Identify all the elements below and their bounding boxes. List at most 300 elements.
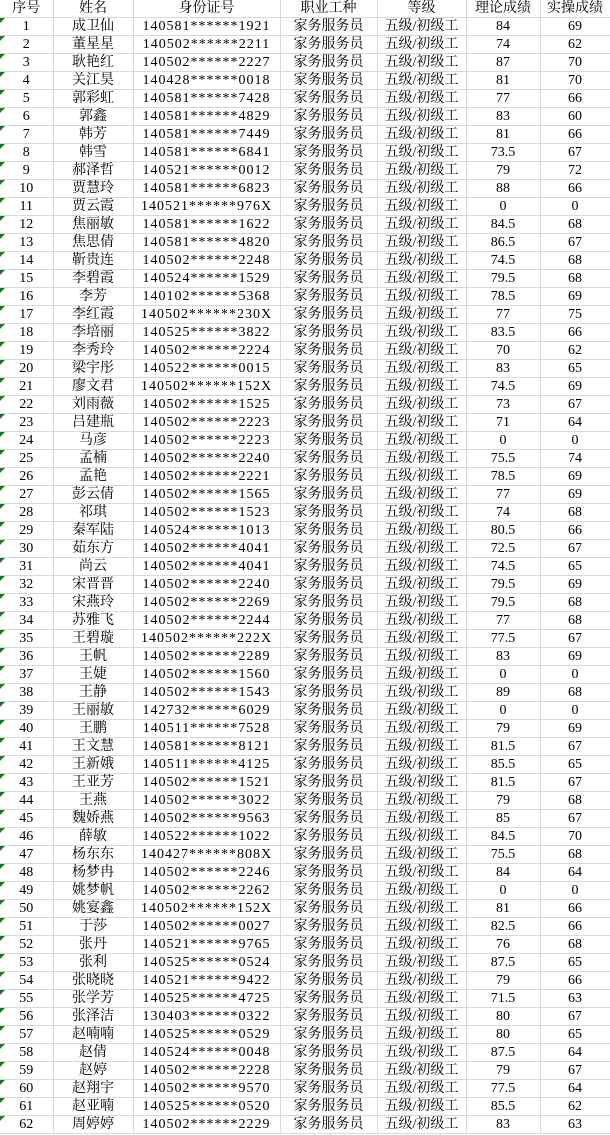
cell-id[interactable]: 140581******6841: [133, 144, 280, 162]
cell-occupation[interactable]: 家务服务员: [280, 990, 377, 1008]
cell-name[interactable]: 茹东方: [53, 540, 133, 558]
cell-theory[interactable]: 77: [466, 486, 540, 504]
cell-theory[interactable]: 74: [466, 36, 540, 54]
cell-name[interactable]: 李碧霞: [53, 270, 133, 288]
cell-grade[interactable]: 五级/初级工: [377, 864, 466, 882]
cell-seq[interactable]: 37: [0, 666, 53, 684]
cell-occupation[interactable]: 家务服务员: [280, 360, 377, 378]
cell-occupation[interactable]: 家务服务员: [280, 594, 377, 612]
cell-name[interactable]: 张学芳: [53, 990, 133, 1008]
cell-occupation[interactable]: 家务服务员: [280, 36, 377, 54]
cell-practical[interactable]: 69: [540, 288, 610, 306]
cell-id[interactable]: 140502******2224: [133, 342, 280, 360]
cell-id[interactable]: 140581******4829: [133, 108, 280, 126]
cell-seq[interactable]: 2: [0, 36, 53, 54]
cell-name[interactable]: 张晓晓: [53, 972, 133, 990]
cell-occupation[interactable]: 家务服务员: [280, 1062, 377, 1080]
cell-grade[interactable]: 五级/初级工: [377, 180, 466, 198]
cell-theory[interactable]: 77.5: [466, 630, 540, 648]
cell-practical[interactable]: 69: [540, 378, 610, 396]
cell-practical[interactable]: 0: [540, 702, 610, 720]
cell-theory[interactable]: 79: [466, 972, 540, 990]
cell-occupation[interactable]: 家务服务员: [280, 720, 377, 738]
cell-practical[interactable]: 68: [540, 846, 610, 864]
cell-practical[interactable]: 67: [540, 1062, 610, 1080]
cell-grade[interactable]: 五级/初级工: [377, 468, 466, 486]
cell-grade[interactable]: 五级/初级工: [377, 1026, 466, 1044]
cell-theory[interactable]: 73.5: [466, 144, 540, 162]
cell-name[interactable]: 刘雨薇: [53, 396, 133, 414]
cell-grade[interactable]: 五级/初级工: [377, 936, 466, 954]
cell-theory[interactable]: 78.5: [466, 288, 540, 306]
cell-occupation[interactable]: 家务服务员: [280, 306, 377, 324]
cell-occupation[interactable]: 家务服务员: [280, 450, 377, 468]
cell-seq[interactable]: 6: [0, 108, 53, 126]
cell-theory[interactable]: 84: [466, 18, 540, 36]
cell-name[interactable]: 杨梦冉: [53, 864, 133, 882]
cell-id[interactable]: 140511******7528: [133, 720, 280, 738]
cell-seq[interactable]: 24: [0, 432, 53, 450]
cell-name[interactable]: 郭鑫: [53, 108, 133, 126]
cell-name[interactable]: 王婕: [53, 666, 133, 684]
cell-occupation[interactable]: 家务服务员: [280, 126, 377, 144]
cell-grade[interactable]: 五级/初级工: [377, 756, 466, 774]
cell-practical[interactable]: 65: [540, 360, 610, 378]
cell-seq[interactable]: 49: [0, 882, 53, 900]
cell-practical[interactable]: 0: [540, 432, 610, 450]
cell-practical[interactable]: 0: [540, 882, 610, 900]
cell-name[interactable]: 张丹: [53, 936, 133, 954]
cell-practical[interactable]: 67: [540, 774, 610, 792]
cell-name[interactable]: 赵翔宇: [53, 1080, 133, 1098]
cell-practical[interactable]: 67: [540, 540, 610, 558]
cell-seq[interactable]: 26: [0, 468, 53, 486]
cell-seq[interactable]: 41: [0, 738, 53, 756]
cell-id[interactable]: 140502******152X: [133, 378, 280, 396]
cell-theory[interactable]: 81.5: [466, 774, 540, 792]
cell-grade[interactable]: 五级/初级工: [377, 684, 466, 702]
cell-seq[interactable]: 27: [0, 486, 53, 504]
cell-name[interactable]: 王文慧: [53, 738, 133, 756]
cell-practical[interactable]: 66: [540, 972, 610, 990]
cell-occupation[interactable]: 家务服务员: [280, 828, 377, 846]
cell-name[interactable]: 赵婷: [53, 1062, 133, 1080]
cell-grade[interactable]: 五级/初级工: [377, 432, 466, 450]
cell-practical[interactable]: 69: [540, 486, 610, 504]
cell-grade[interactable]: 五级/初级工: [377, 774, 466, 792]
cell-theory[interactable]: 71: [466, 414, 540, 432]
cell-id[interactable]: 140581******4820: [133, 234, 280, 252]
cell-occupation[interactable]: 家务服务员: [280, 342, 377, 360]
cell-id[interactable]: 140581******7449: [133, 126, 280, 144]
cell-theory[interactable]: 85: [466, 810, 540, 828]
cell-practical[interactable]: 68: [540, 612, 610, 630]
cell-theory[interactable]: 0: [466, 198, 540, 216]
cell-id[interactable]: 140502******1521: [133, 774, 280, 792]
cell-practical[interactable]: 67: [540, 738, 610, 756]
cell-seq[interactable]: 31: [0, 558, 53, 576]
cell-seq[interactable]: 29: [0, 522, 53, 540]
cell-theory[interactable]: 85.5: [466, 1098, 540, 1116]
cell-practical[interactable]: 65: [540, 756, 610, 774]
cell-name[interactable]: 姚宴鑫: [53, 900, 133, 918]
cell-occupation[interactable]: 家务服务员: [280, 324, 377, 342]
cell-seq[interactable]: 50: [0, 900, 53, 918]
cell-id[interactable]: 140525******0529: [133, 1026, 280, 1044]
cell-occupation[interactable]: 家务服务员: [280, 1080, 377, 1098]
cell-grade[interactable]: 五级/初级工: [377, 450, 466, 468]
cell-theory[interactable]: 89: [466, 684, 540, 702]
cell-theory[interactable]: 79: [466, 792, 540, 810]
cell-seq[interactable]: 12: [0, 216, 53, 234]
cell-occupation[interactable]: 家务服务员: [280, 378, 377, 396]
cell-id[interactable]: 140502******230X: [133, 306, 280, 324]
cell-practical[interactable]: 68: [540, 270, 610, 288]
cell-grade[interactable]: 五级/初级工: [377, 792, 466, 810]
cell-name[interactable]: 梁宇彤: [53, 360, 133, 378]
cell-occupation[interactable]: 家务服务员: [280, 54, 377, 72]
cell-occupation[interactable]: 家务服务员: [280, 414, 377, 432]
cell-practical[interactable]: 65: [540, 558, 610, 576]
cell-grade[interactable]: 五级/初级工: [377, 990, 466, 1008]
cell-name[interactable]: 董星星: [53, 36, 133, 54]
cell-id[interactable]: 140522******1022: [133, 828, 280, 846]
cell-name[interactable]: 李秀玲: [53, 342, 133, 360]
cell-occupation[interactable]: 家务服务员: [280, 288, 377, 306]
cell-name[interactable]: 李培丽: [53, 324, 133, 342]
cell-id[interactable]: 140502******2223: [133, 432, 280, 450]
cell-name[interactable]: 魏娇燕: [53, 810, 133, 828]
cell-practical[interactable]: 66: [540, 900, 610, 918]
cell-theory[interactable]: 76: [466, 936, 540, 954]
cell-grade[interactable]: 五级/初级工: [377, 810, 466, 828]
cell-practical[interactable]: 68: [540, 216, 610, 234]
cell-practical[interactable]: 62: [540, 36, 610, 54]
cell-occupation[interactable]: 家务服务员: [280, 216, 377, 234]
cell-theory[interactable]: 71.5: [466, 990, 540, 1008]
cell-name[interactable]: 姚梦帆: [53, 882, 133, 900]
cell-id[interactable]: 140502******2240: [133, 450, 280, 468]
cell-seq[interactable]: 28: [0, 504, 53, 522]
cell-id[interactable]: 140502******2221: [133, 468, 280, 486]
cell-id[interactable]: 140511******4125: [133, 756, 280, 774]
cell-id[interactable]: 140522******0015: [133, 360, 280, 378]
cell-grade[interactable]: 五级/初级工: [377, 1044, 466, 1062]
cell-occupation[interactable]: 家务服务员: [280, 936, 377, 954]
cell-practical[interactable]: 68: [540, 504, 610, 522]
cell-name[interactable]: 宋燕玲: [53, 594, 133, 612]
cell-theory[interactable]: 77: [466, 612, 540, 630]
cell-grade[interactable]: 五级/初级工: [377, 900, 466, 918]
cell-name[interactable]: 耿艳红: [53, 54, 133, 72]
cell-seq[interactable]: 46: [0, 828, 53, 846]
cell-id[interactable]: 140102******5368: [133, 288, 280, 306]
cell-grade[interactable]: 五级/初级工: [377, 1098, 466, 1116]
cell-seq[interactable]: 52: [0, 936, 53, 954]
cell-practical[interactable]: 66: [540, 324, 610, 342]
cell-name[interactable]: 马彦: [53, 432, 133, 450]
cell-seq[interactable]: 40: [0, 720, 53, 738]
cell-name[interactable]: 赵喃喃: [53, 1026, 133, 1044]
cell-seq[interactable]: 59: [0, 1062, 53, 1080]
cell-grade[interactable]: 五级/初级工: [377, 144, 466, 162]
cell-seq[interactable]: 9: [0, 162, 53, 180]
cell-occupation[interactable]: 家务服务员: [280, 702, 377, 720]
cell-name[interactable]: 郝泽哲: [53, 162, 133, 180]
cell-grade[interactable]: 五级/初级工: [377, 486, 466, 504]
cell-name[interactable]: 王亚芳: [53, 774, 133, 792]
cell-id[interactable]: 140502******2229: [133, 1116, 280, 1134]
cell-practical[interactable]: 68: [540, 684, 610, 702]
cell-seq[interactable]: 36: [0, 648, 53, 666]
cell-practical[interactable]: 72: [540, 162, 610, 180]
cell-name[interactable]: 苏雅飞: [53, 612, 133, 630]
cell-theory[interactable]: 84.5: [466, 216, 540, 234]
cell-practical[interactable]: 69: [540, 648, 610, 666]
cell-id[interactable]: 140502******2228: [133, 1062, 280, 1080]
cell-name[interactable]: 秦军陆: [53, 522, 133, 540]
cell-theory[interactable]: 0: [466, 702, 540, 720]
cell-id[interactable]: 140521******9765: [133, 936, 280, 954]
cell-theory[interactable]: 74.5: [466, 378, 540, 396]
cell-theory[interactable]: 86.5: [466, 234, 540, 252]
cell-name[interactable]: 王碧璇: [53, 630, 133, 648]
cell-practical[interactable]: 63: [540, 990, 610, 1008]
cell-seq[interactable]: 1: [0, 18, 53, 36]
cell-name[interactable]: 于莎: [53, 918, 133, 936]
cell-id[interactable]: 140502******2244: [133, 612, 280, 630]
cell-id[interactable]: 140502******3022: [133, 792, 280, 810]
cell-grade[interactable]: 五级/初级工: [377, 396, 466, 414]
cell-practical[interactable]: 68: [540, 936, 610, 954]
cell-grade[interactable]: 五级/初级工: [377, 630, 466, 648]
cell-id[interactable]: 140502******1560: [133, 666, 280, 684]
cell-practical[interactable]: 66: [540, 918, 610, 936]
cell-practical[interactable]: 67: [540, 396, 610, 414]
cell-name[interactable]: 李芳: [53, 288, 133, 306]
cell-practical[interactable]: 75: [540, 306, 610, 324]
cell-seq[interactable]: 30: [0, 540, 53, 558]
cell-theory[interactable]: 84: [466, 864, 540, 882]
cell-name[interactable]: 孟艳: [53, 468, 133, 486]
cell-practical[interactable]: 68: [540, 252, 610, 270]
cell-name[interactable]: 周婷婷: [53, 1116, 133, 1134]
cell-name[interactable]: 王新娥: [53, 756, 133, 774]
cell-practical[interactable]: 62: [540, 1098, 610, 1116]
cell-grade[interactable]: 五级/初级工: [377, 126, 466, 144]
cell-name[interactable]: 焦丽敏: [53, 216, 133, 234]
cell-seq[interactable]: 42: [0, 756, 53, 774]
cell-theory[interactable]: 79: [466, 1062, 540, 1080]
cell-theory[interactable]: 74.5: [466, 558, 540, 576]
cell-occupation[interactable]: 家务服务员: [280, 918, 377, 936]
cell-seq[interactable]: 32: [0, 576, 53, 594]
cell-name[interactable]: 韩雪: [53, 144, 133, 162]
cell-name[interactable]: 宋晋晋: [53, 576, 133, 594]
cell-theory[interactable]: 83: [466, 360, 540, 378]
cell-practical[interactable]: 66: [540, 126, 610, 144]
cell-practical[interactable]: 64: [540, 1080, 610, 1098]
cell-theory[interactable]: 70: [466, 342, 540, 360]
cell-theory[interactable]: 81: [466, 126, 540, 144]
cell-id[interactable]: 140502******2248: [133, 252, 280, 270]
cell-practical[interactable]: 67: [540, 630, 610, 648]
cell-seq[interactable]: 25: [0, 450, 53, 468]
cell-theory[interactable]: 79: [466, 162, 540, 180]
cell-occupation[interactable]: 家务服务员: [280, 576, 377, 594]
cell-theory[interactable]: 87.5: [466, 1044, 540, 1062]
cell-practical[interactable]: 68: [540, 792, 610, 810]
cell-occupation[interactable]: 家务服务员: [280, 72, 377, 90]
cell-id[interactable]: 140524******0048: [133, 1044, 280, 1062]
cell-occupation[interactable]: 家务服务员: [280, 1044, 377, 1062]
cell-occupation[interactable]: 家务服务员: [280, 666, 377, 684]
cell-id[interactable]: 140502******2227: [133, 54, 280, 72]
cell-id[interactable]: 140502******2223: [133, 414, 280, 432]
header-theory[interactable]: 理论成绩: [466, 0, 540, 18]
cell-id[interactable]: 140521******9422: [133, 972, 280, 990]
cell-id[interactable]: 140502******2269: [133, 594, 280, 612]
cell-grade[interactable]: 五级/初级工: [377, 720, 466, 738]
cell-grade[interactable]: 五级/初级工: [377, 162, 466, 180]
cell-id[interactable]: 140525******3822: [133, 324, 280, 342]
cell-theory[interactable]: 79.5: [466, 576, 540, 594]
cell-occupation[interactable]: 家务服务员: [280, 738, 377, 756]
cell-name[interactable]: 张利: [53, 954, 133, 972]
cell-seq[interactable]: 21: [0, 378, 53, 396]
cell-seq[interactable]: 7: [0, 126, 53, 144]
cell-grade[interactable]: 五级/初级工: [377, 324, 466, 342]
cell-practical[interactable]: 67: [540, 1008, 610, 1026]
cell-theory[interactable]: 0: [466, 666, 540, 684]
cell-occupation[interactable]: 家务服务员: [280, 504, 377, 522]
cell-id[interactable]: 140581******7428: [133, 90, 280, 108]
cell-theory[interactable]: 0: [466, 882, 540, 900]
cell-name[interactable]: 王燕: [53, 792, 133, 810]
cell-grade[interactable]: 五级/初级工: [377, 846, 466, 864]
cell-theory[interactable]: 0: [466, 432, 540, 450]
cell-seq[interactable]: 11: [0, 198, 53, 216]
cell-occupation[interactable]: 家务服务员: [280, 1098, 377, 1116]
cell-practical[interactable]: 62: [540, 342, 610, 360]
cell-name[interactable]: 杨东东: [53, 846, 133, 864]
cell-grade[interactable]: 五级/初级工: [377, 288, 466, 306]
cell-grade[interactable]: 五级/初级工: [377, 414, 466, 432]
cell-id[interactable]: 140502******9563: [133, 810, 280, 828]
cell-occupation[interactable]: 家务服务员: [280, 432, 377, 450]
cell-occupation[interactable]: 家务服务员: [280, 180, 377, 198]
cell-practical[interactable]: 63: [540, 1116, 610, 1134]
cell-practical[interactable]: 67: [540, 234, 610, 252]
cell-name[interactable]: 靳贵连: [53, 252, 133, 270]
cell-occupation[interactable]: 家务服务员: [280, 162, 377, 180]
cell-seq[interactable]: 38: [0, 684, 53, 702]
cell-grade[interactable]: 五级/初级工: [377, 1008, 466, 1026]
cell-occupation[interactable]: 家务服务员: [280, 630, 377, 648]
cell-name[interactable]: 赵倩: [53, 1044, 133, 1062]
cell-occupation[interactable]: 家务服务员: [280, 774, 377, 792]
cell-occupation[interactable]: 家务服务员: [280, 756, 377, 774]
cell-name[interactable]: 郭彩虹: [53, 90, 133, 108]
cell-id[interactable]: 140502******1523: [133, 504, 280, 522]
cell-practical[interactable]: 68: [540, 594, 610, 612]
cell-theory[interactable]: 83.5: [466, 324, 540, 342]
cell-name[interactable]: 王丽敏: [53, 702, 133, 720]
cell-theory[interactable]: 80: [466, 1026, 540, 1044]
cell-grade[interactable]: 五级/初级工: [377, 702, 466, 720]
cell-grade[interactable]: 五级/初级工: [377, 306, 466, 324]
cell-practical[interactable]: 69: [540, 720, 610, 738]
cell-theory[interactable]: 79.5: [466, 594, 540, 612]
cell-id[interactable]: 140502******2240: [133, 576, 280, 594]
cell-id[interactable]: 140581******1921: [133, 18, 280, 36]
cell-seq[interactable]: 8: [0, 144, 53, 162]
cell-practical[interactable]: 69: [540, 18, 610, 36]
cell-seq[interactable]: 60: [0, 1080, 53, 1098]
cell-name[interactable]: 张泽洁: [53, 1008, 133, 1026]
header-seq[interactable]: 序号: [0, 0, 53, 18]
cell-theory[interactable]: 81.5: [466, 738, 540, 756]
cell-practical[interactable]: 65: [540, 1026, 610, 1044]
cell-theory[interactable]: 77: [466, 306, 540, 324]
cell-grade[interactable]: 五级/初级工: [377, 252, 466, 270]
cell-occupation[interactable]: 家务服务员: [280, 1116, 377, 1134]
cell-occupation[interactable]: 家务服务员: [280, 954, 377, 972]
cell-seq[interactable]: 22: [0, 396, 53, 414]
cell-name[interactable]: 王静: [53, 684, 133, 702]
cell-seq[interactable]: 10: [0, 180, 53, 198]
cell-seq[interactable]: 16: [0, 288, 53, 306]
cell-name[interactable]: 贾慧玲: [53, 180, 133, 198]
cell-grade[interactable]: 五级/初级工: [377, 612, 466, 630]
cell-seq[interactable]: 53: [0, 954, 53, 972]
cell-theory[interactable]: 79.5: [466, 270, 540, 288]
cell-seq[interactable]: 61: [0, 1098, 53, 1116]
cell-name[interactable]: 吕建瓶: [53, 414, 133, 432]
cell-grade[interactable]: 五级/初级工: [377, 234, 466, 252]
cell-name[interactable]: 关江昊: [53, 72, 133, 90]
cell-grade[interactable]: 五级/初级工: [377, 378, 466, 396]
cell-occupation[interactable]: 家务服务员: [280, 612, 377, 630]
cell-grade[interactable]: 五级/初级工: [377, 540, 466, 558]
cell-seq[interactable]: 56: [0, 1008, 53, 1026]
cell-seq[interactable]: 62: [0, 1116, 53, 1134]
cell-grade[interactable]: 五级/初级工: [377, 54, 466, 72]
cell-practical[interactable]: 66: [540, 522, 610, 540]
cell-occupation[interactable]: 家务服务员: [280, 792, 377, 810]
cell-occupation[interactable]: 家务服务员: [280, 108, 377, 126]
cell-seq[interactable]: 39: [0, 702, 53, 720]
cell-seq[interactable]: 57: [0, 1026, 53, 1044]
cell-theory[interactable]: 83: [466, 108, 540, 126]
cell-occupation[interactable]: 家务服务员: [280, 486, 377, 504]
cell-seq[interactable]: 43: [0, 774, 53, 792]
cell-practical[interactable]: 66: [540, 90, 610, 108]
cell-id[interactable]: 140502******2262: [133, 882, 280, 900]
cell-theory[interactable]: 80.5: [466, 522, 540, 540]
cell-practical[interactable]: 67: [540, 810, 610, 828]
cell-name[interactable]: 祁琪: [53, 504, 133, 522]
cell-grade[interactable]: 五级/初级工: [377, 738, 466, 756]
cell-grade[interactable]: 五级/初级工: [377, 360, 466, 378]
cell-theory[interactable]: 83: [466, 1116, 540, 1134]
cell-name[interactable]: 王鹏: [53, 720, 133, 738]
cell-name[interactable]: 李红霞: [53, 306, 133, 324]
cell-grade[interactable]: 五级/初级工: [377, 954, 466, 972]
cell-seq[interactable]: 18: [0, 324, 53, 342]
cell-seq[interactable]: 54: [0, 972, 53, 990]
cell-occupation[interactable]: 家务服务员: [280, 864, 377, 882]
